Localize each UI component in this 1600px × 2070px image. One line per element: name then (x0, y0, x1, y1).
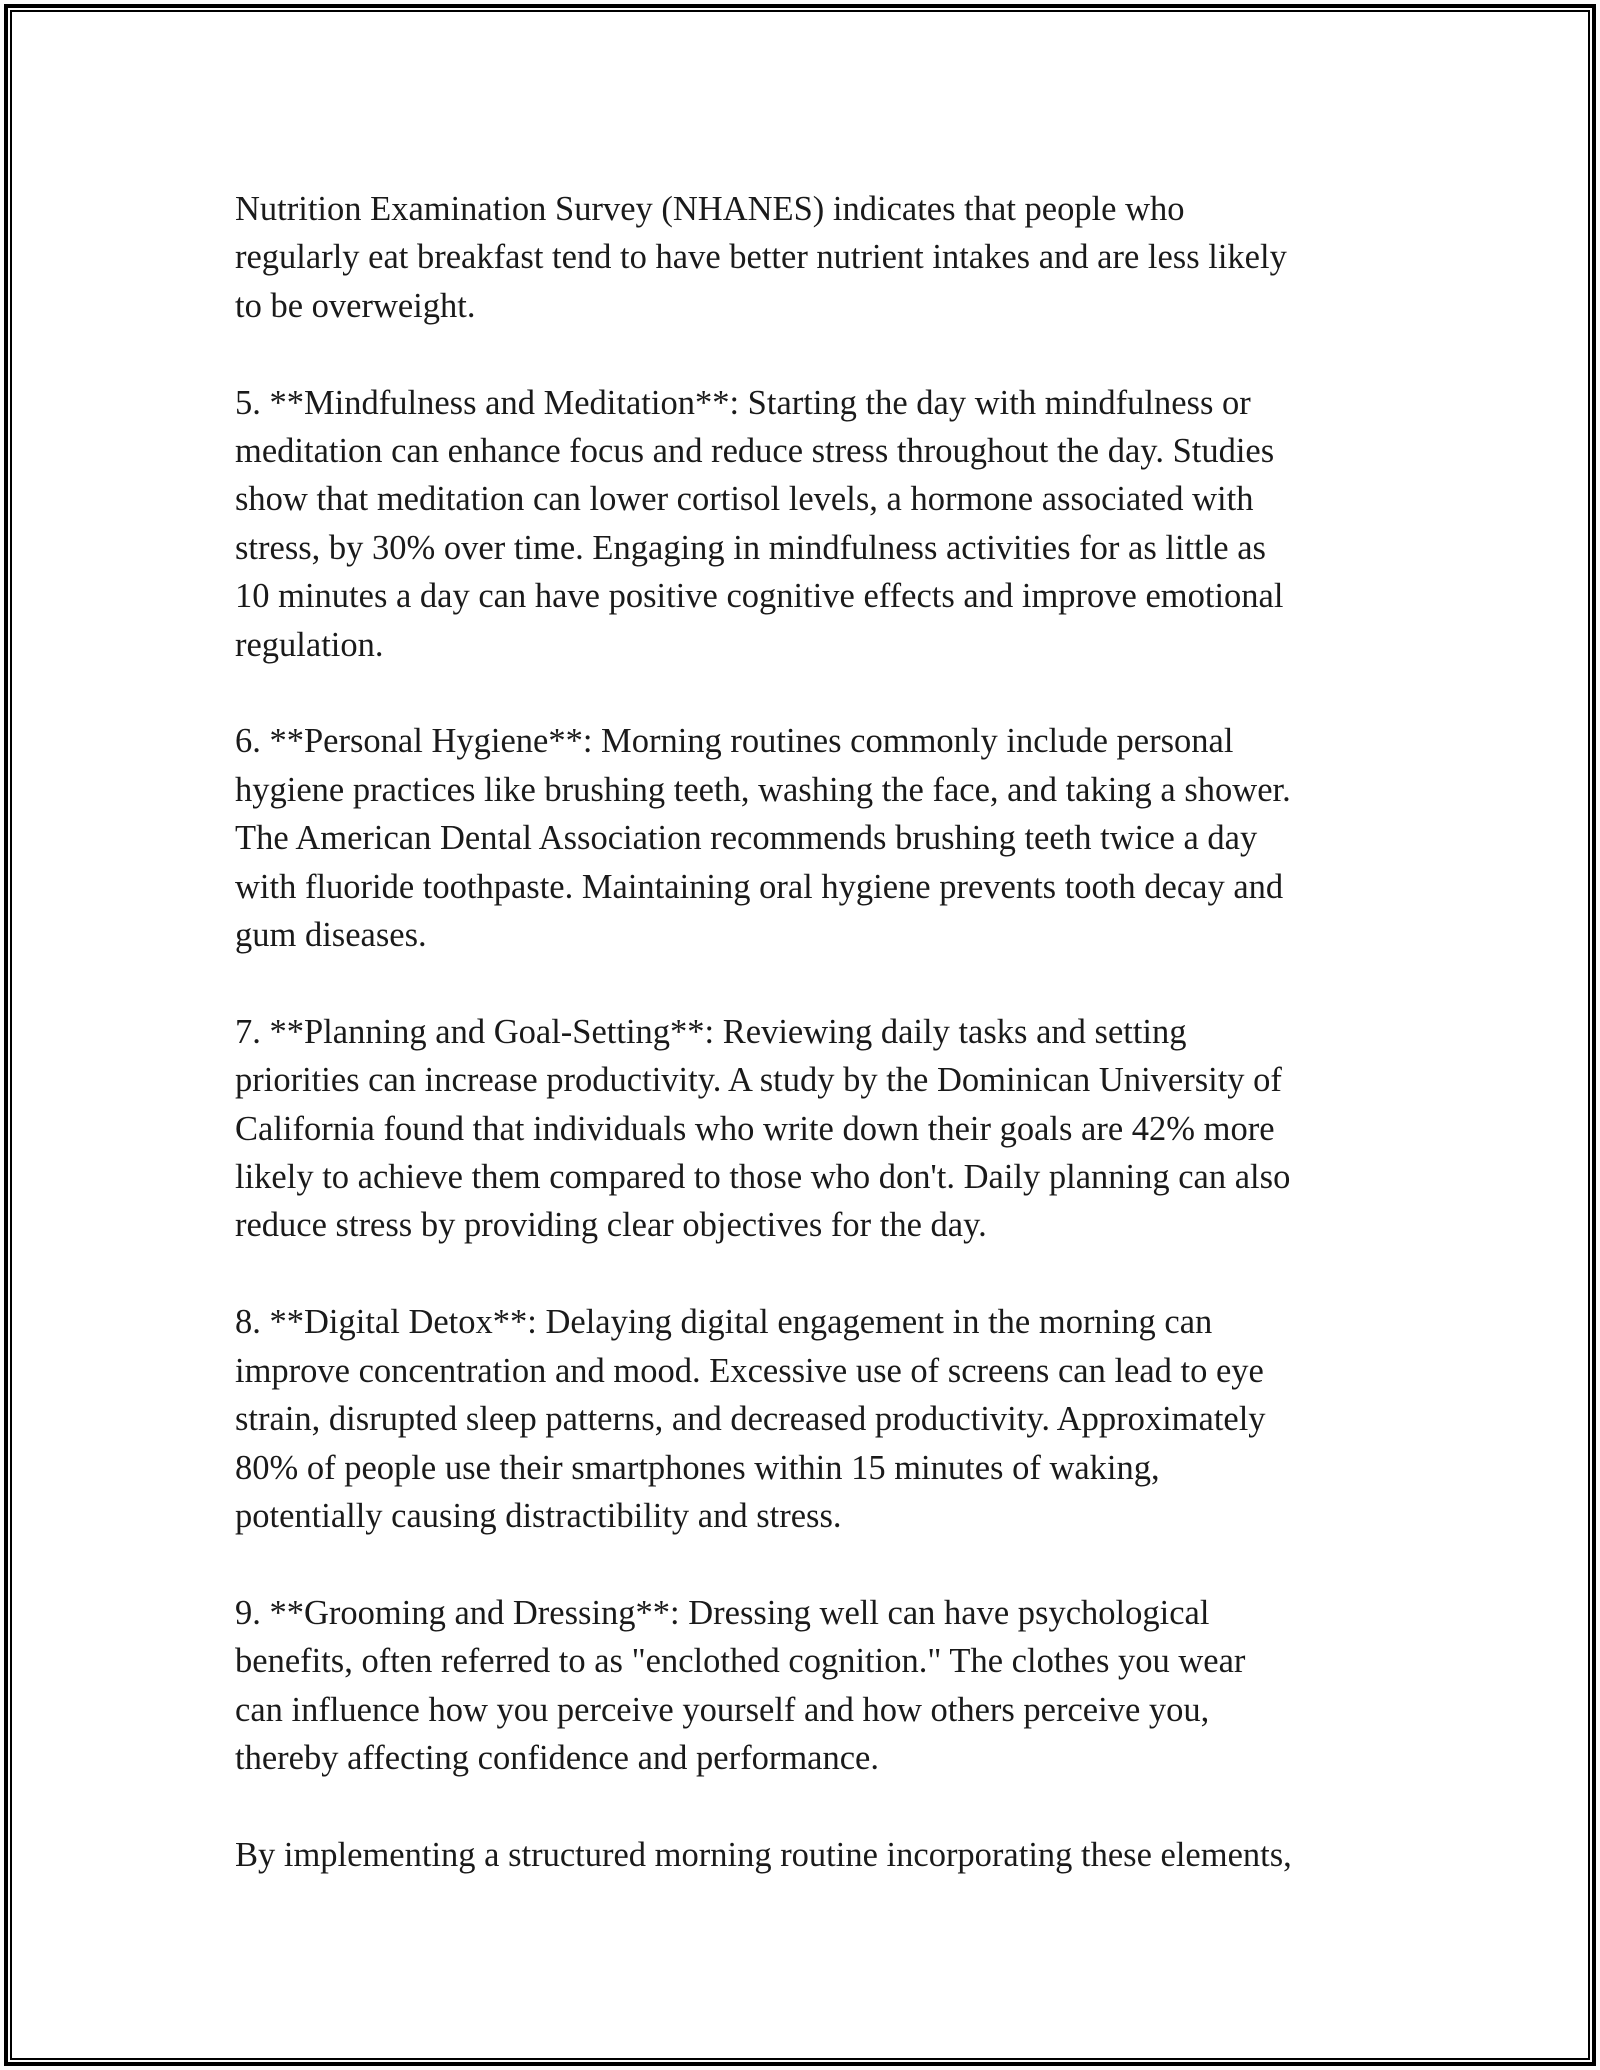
paragraph-conclusion: By implementing a structured morning routine incorporating these elements, (235, 1835, 1292, 1874)
paragraph-personal-hygiene: 6. **Personal Hygiene**: Morning routines commonly include personal hygiene practices like brushing teeth, washing the face, and taking a shower. The American Dental Association recommends brushing teeth twice a day with fluoride toothpaste. Maintaining oral hygiene prevents tooth decay and gum diseases. (235, 722, 1291, 955)
document-body (235, 185, 1370, 1928)
paragraph-digital-detox: 8. **Digital Detox**: Delaying digital engagement in the morning can improve concentration and mood. Excessive use of screens can lead to eye strain, disrupted sleep patterns, and decreased productivity. Approximately 80% of people use their smartphones within 15 minutes of waking, potentially causing distractibility and stress. (235, 1303, 1266, 1535)
paragraph-nhanes-continuation: Nutrition Examination Survey (NHANES) indicates that people who regularly eat breakfast tend to have better nutrient intakes and are less likely to be overweight. (235, 190, 1287, 325)
paragraph-planning: 7. **Planning and Goal-Setting**: Reviewing daily tasks and setting priorities can increase productivity. A study by the Dominican University of California found that individuals who write down their goals are 42% more likely to achieve them compared to those who don't. Daily planning can also reduce stress by providing clear objectives for the day. (235, 1012, 1291, 1245)
paragraph-grooming: 9. **Grooming and Dressing**: Dressing well can have psychological benefits, often referred to as "enclothed cognition." The clothes you wear can influence how you perceive yourself and how others perceive you, thereby affecting confidence and performance. (235, 1593, 1246, 1777)
paragraph-mindfulness: 5. **Mindfulness and Meditation**: Starting the day with mindfulness or meditation can enhance focus and reduce stress throughout the day. Studies show that meditation can lower cortisol levels, a hormone associated with stress, by 30% over time. Engaging in mindfulness activities for as little as 10 minutes a day can have positive cognitive effects and improve emotional regulation. (235, 383, 1284, 664)
